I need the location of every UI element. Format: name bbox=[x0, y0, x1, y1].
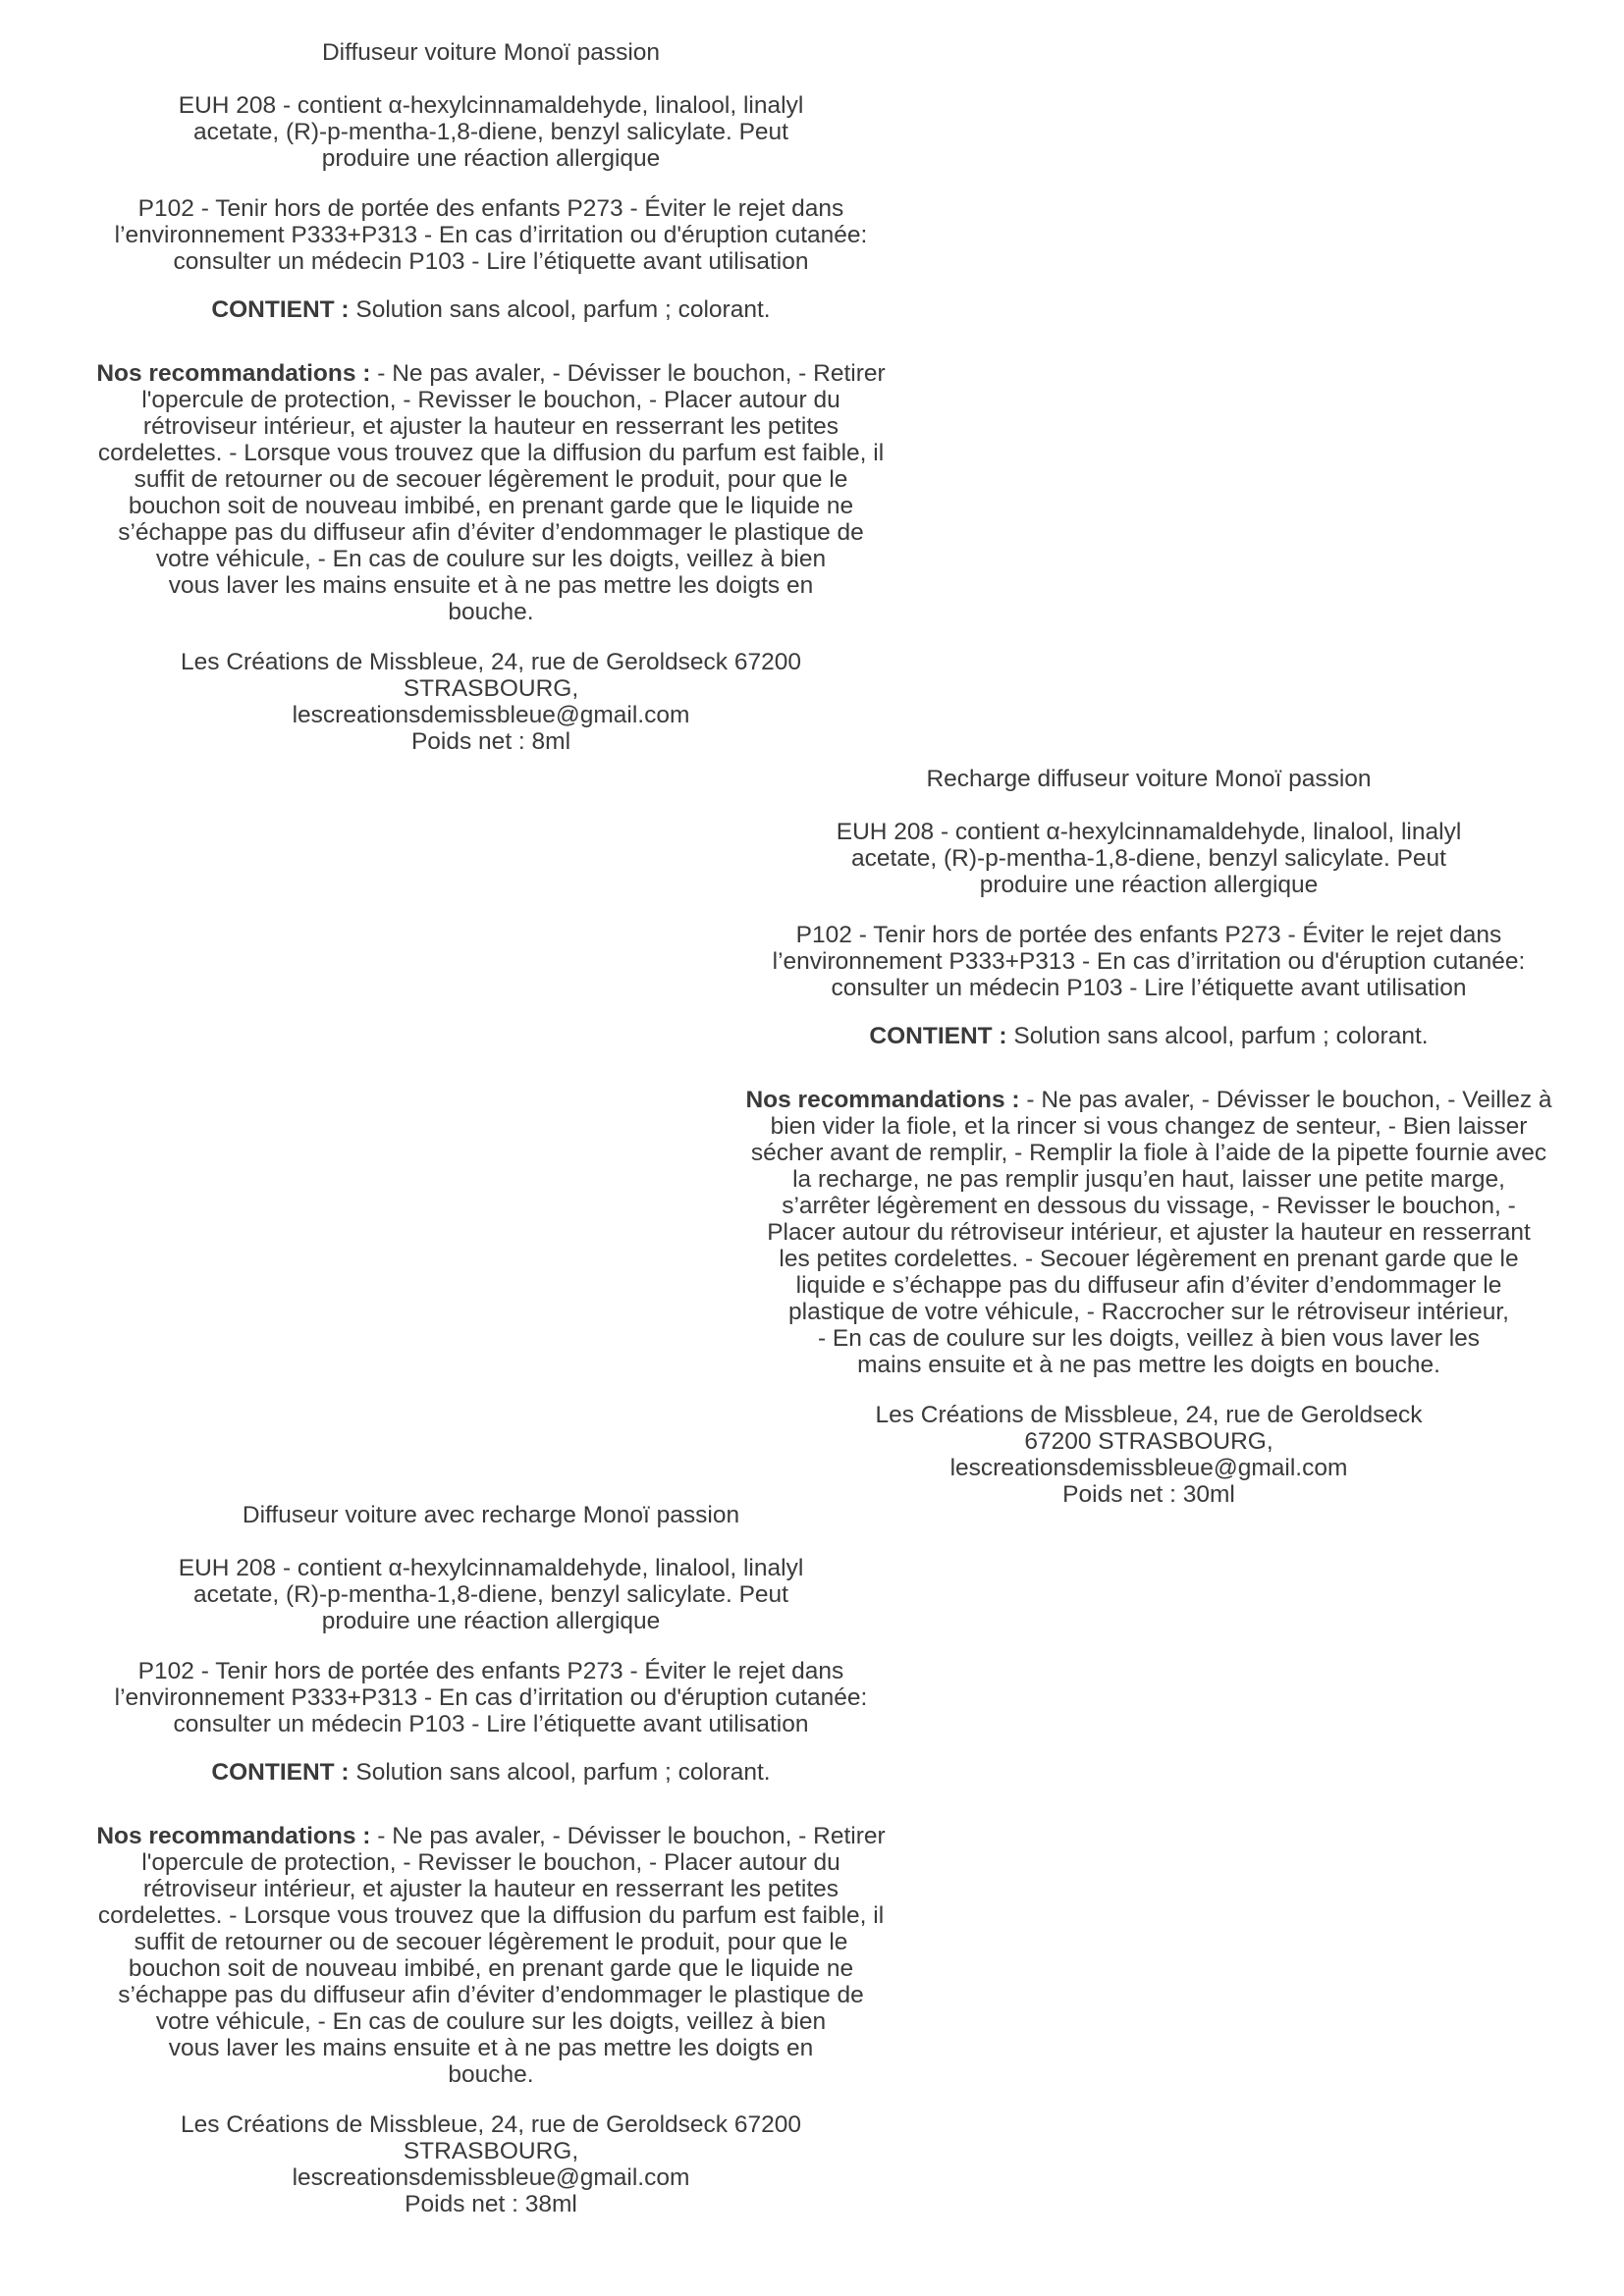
reco-line: bouche. bbox=[448, 2061, 534, 2088]
email-text: lescreationsdemissbleue@gmail.com bbox=[292, 702, 690, 728]
precaution-line: consulter un médecin P103 - Lire l’étiquette avant utilisation bbox=[173, 1711, 809, 1737]
reco-line: s’arrêter légèrement en dessous du vissage, - Revisser le bouchon, - bbox=[782, 1193, 1516, 1219]
email-text: lescreationsdemissbleue@gmail.com bbox=[949, 1455, 1348, 1481]
euh-statement bbox=[49, 1555, 933, 1634]
address-line: STRASBOURG, bbox=[403, 675, 579, 702]
reco-line: mains ensuite et à ne pas mettre les doigts en bouche. bbox=[857, 1352, 1440, 1378]
reco-line: bien vider la fiole, et la rincer si vous changez de senteur, - Bien laisser bbox=[770, 1113, 1528, 1140]
precaution-line: l’environnement P333+P313 - En cas d’irritation ou d'éruption cutanée: bbox=[114, 222, 868, 248]
reco-line bbox=[687, 1087, 1610, 1113]
precaution-statements bbox=[49, 1658, 933, 1737]
reco-line: vous laver les mains ensuite et à ne pas mettre les doigts en bbox=[168, 572, 814, 599]
reco-label: Nos recommandations : bbox=[745, 1087, 1020, 1113]
euh-line: produire une réaction allergique bbox=[979, 872, 1319, 898]
net-weight: Poids net : 30ml bbox=[1062, 1481, 1235, 1508]
reco-text: - Ne pas avaler, - Dévisser le bouchon, - Retirer bbox=[370, 360, 886, 387]
precaution-line: l’environnement P333+P313 - En cas d’irritation ou d'éruption cutanée: bbox=[114, 1684, 868, 1711]
product-label-recharge bbox=[687, 766, 1610, 1508]
reco-line: s’échappe pas du diffuseur afin d’éviter d’endommager le plastique de bbox=[118, 1982, 864, 2008]
contains-label: CONTIENT : bbox=[211, 1759, 350, 1786]
reco-line: suffit de retourner ou de secouer légèrement le produit, pour que le bbox=[134, 466, 848, 493]
label-title: Diffuseur voiture avec recharge Monoï passion bbox=[242, 1502, 740, 1528]
label-title: Diffuseur voiture Monoï passion bbox=[321, 39, 661, 66]
contains-line bbox=[49, 296, 933, 323]
recommendations bbox=[49, 360, 933, 625]
precaution-statements bbox=[687, 922, 1610, 1001]
product-label-diffuseur bbox=[49, 39, 933, 755]
precaution-line: consulter un médecin P103 - Lire l’étiquette avant utilisation bbox=[173, 248, 809, 275]
reco-line: - En cas de coulure sur les doigts, veillez à bien vous laver les bbox=[817, 1325, 1481, 1352]
reco-line: vous laver les mains ensuite et à ne pas mettre les doigts en bbox=[168, 2035, 814, 2061]
address-line: 67200 STRASBOURG, bbox=[1024, 1428, 1273, 1455]
address-line: Les Créations de Missbleue, 24, rue de Geroldseck bbox=[875, 1402, 1423, 1428]
reco-line: s’échappe pas du diffuseur afin d’éviter d’endommager le plastique de bbox=[118, 519, 864, 546]
contains-text: Solution sans alcool, parfum ; colorant. bbox=[1006, 1023, 1429, 1049]
precaution-line: consulter un médecin P103 - Lire l’étiquette avant utilisation bbox=[831, 975, 1467, 1001]
reco-line: l'opercule de protection, - Revisser le bouchon, - Placer autour du bbox=[141, 1849, 840, 1876]
recommendations bbox=[49, 1823, 933, 2088]
reco-line: sécher avant de remplir, - Remplir la fiole à l’aide de la pipette fournie avec bbox=[750, 1140, 1547, 1166]
reco-label: Nos recommandations : bbox=[96, 1823, 371, 1849]
recommendations bbox=[687, 1087, 1610, 1378]
reco-line: liquide e s’échappe pas du diffuseur afin d’éviter d’endommager le bbox=[795, 1272, 1502, 1299]
contains-label: CONTIENT : bbox=[211, 296, 350, 323]
manufacturer-address bbox=[687, 1402, 1610, 1481]
euh-line: EUH 208 - contient α-hexylcinnamaldehyde, linalool, linalyl bbox=[178, 1555, 804, 1581]
contains-text: Solution sans alcool, parfum ; colorant. bbox=[349, 1759, 771, 1786]
precaution-line: l’environnement P333+P313 - En cas d’irritation ou d'éruption cutanée: bbox=[772, 948, 1526, 975]
manufacturer-address bbox=[49, 2111, 933, 2191]
contains-text: Solution sans alcool, parfum ; colorant. bbox=[349, 296, 771, 323]
reco-line: l'opercule de protection, - Revisser le bouchon, - Placer autour du bbox=[141, 387, 840, 413]
reco-line: cordelettes. - Lorsque vous trouvez que la diffusion du parfum est faible, il bbox=[97, 440, 885, 466]
reco-label: Nos recommandations : bbox=[96, 360, 371, 387]
reco-text: - Ne pas avaler, - Dévisser le bouchon, - Retirer bbox=[370, 1823, 886, 1849]
manufacturer-address bbox=[49, 649, 933, 728]
reco-line bbox=[49, 360, 933, 387]
euh-line: acetate, (R)-p-mentha-1,8-diene, benzyl salicylate. Peut bbox=[193, 1581, 788, 1608]
reco-line: bouchon soit de nouveau imbibé, en prenant garde que le liquide ne bbox=[128, 1955, 854, 1982]
reco-line: rétroviseur intérieur, et ajuster la hauteur en resserrant les petites bbox=[142, 1876, 839, 1902]
euh-line: produire une réaction allergique bbox=[321, 1608, 661, 1634]
address-line: Les Créations de Missbleue, 24, rue de Geroldseck 67200 bbox=[181, 649, 801, 675]
precaution-statements bbox=[49, 195, 933, 275]
euh-line: acetate, (R)-p-mentha-1,8-diene, benzyl salicylate. Peut bbox=[193, 119, 788, 145]
address-line: Les Créations de Missbleue, 24, rue de Geroldseck 67200 bbox=[181, 2111, 801, 2138]
reco-line: votre véhicule, - En cas de coulure sur les doigts, veillez à bien bbox=[155, 546, 827, 572]
net-weight: Poids net : 8ml bbox=[410, 728, 571, 755]
reco-line: cordelettes. - Lorsque vous trouvez que la diffusion du parfum est faible, il bbox=[97, 1902, 885, 1929]
reco-line: suffit de retourner ou de secouer légèrement le produit, pour que le bbox=[134, 1929, 848, 1955]
reco-line: votre véhicule, - En cas de coulure sur les doigts, veillez à bien bbox=[155, 2008, 827, 2035]
precaution-line: P102 - Tenir hors de portée des enfants P273 - Éviter le rejet dans bbox=[137, 195, 844, 222]
reco-line: plastique de votre véhicule, - Raccrocher sur le rétroviseur intérieur, bbox=[788, 1299, 1509, 1325]
precaution-line: P102 - Tenir hors de portée des enfants P273 - Éviter le rejet dans bbox=[795, 922, 1502, 948]
reco-line: rétroviseur intérieur, et ajuster la hauteur en resserrant les petites bbox=[142, 413, 839, 440]
reco-text: - Ne pas avaler, - Dévisser le bouchon, - Veillez à bbox=[1019, 1087, 1552, 1113]
precaution-line: P102 - Tenir hors de portée des enfants P273 - Éviter le rejet dans bbox=[137, 1658, 844, 1684]
net-weight: Poids net : 38ml bbox=[405, 2191, 577, 2217]
contains-label: CONTIENT : bbox=[869, 1023, 1007, 1049]
reco-line: les petites cordelettes. - Secouer légèrement en prenant garde que le bbox=[779, 1246, 1519, 1272]
label-title: Recharge diffuseur voiture Monoï passion bbox=[926, 766, 1372, 792]
reco-line: bouchon soit de nouveau imbibé, en prenant garde que le liquide ne bbox=[128, 493, 854, 519]
reco-line: la recharge, ne pas remplir jusqu’en haut, laisser une petite marge, bbox=[792, 1166, 1505, 1193]
email-text: lescreationsdemissbleue@gmail.com bbox=[292, 2164, 690, 2191]
contains-line bbox=[687, 1023, 1610, 1049]
contains-line bbox=[49, 1759, 933, 1786]
euh-statement bbox=[687, 819, 1610, 898]
address-line: STRASBOURG, bbox=[403, 2138, 579, 2164]
euh-line: produire une réaction allergique bbox=[321, 145, 661, 172]
euh-line: EUH 208 - contient α-hexylcinnamaldehyde, linalool, linalyl bbox=[178, 92, 804, 119]
reco-line: Placer autour du rétroviseur intérieur, et ajuster la hauteur en resserrant bbox=[767, 1219, 1531, 1246]
reco-line: bouche. bbox=[448, 599, 534, 625]
product-label-diffuseur-recharge bbox=[49, 1502, 933, 2217]
euh-line: EUH 208 - contient α-hexylcinnamaldehyde, linalool, linalyl bbox=[836, 819, 1462, 845]
reco-line bbox=[49, 1823, 933, 1849]
euh-statement bbox=[49, 92, 933, 172]
euh-line: acetate, (R)-p-mentha-1,8-diene, benzyl salicylate. Peut bbox=[851, 845, 1446, 872]
